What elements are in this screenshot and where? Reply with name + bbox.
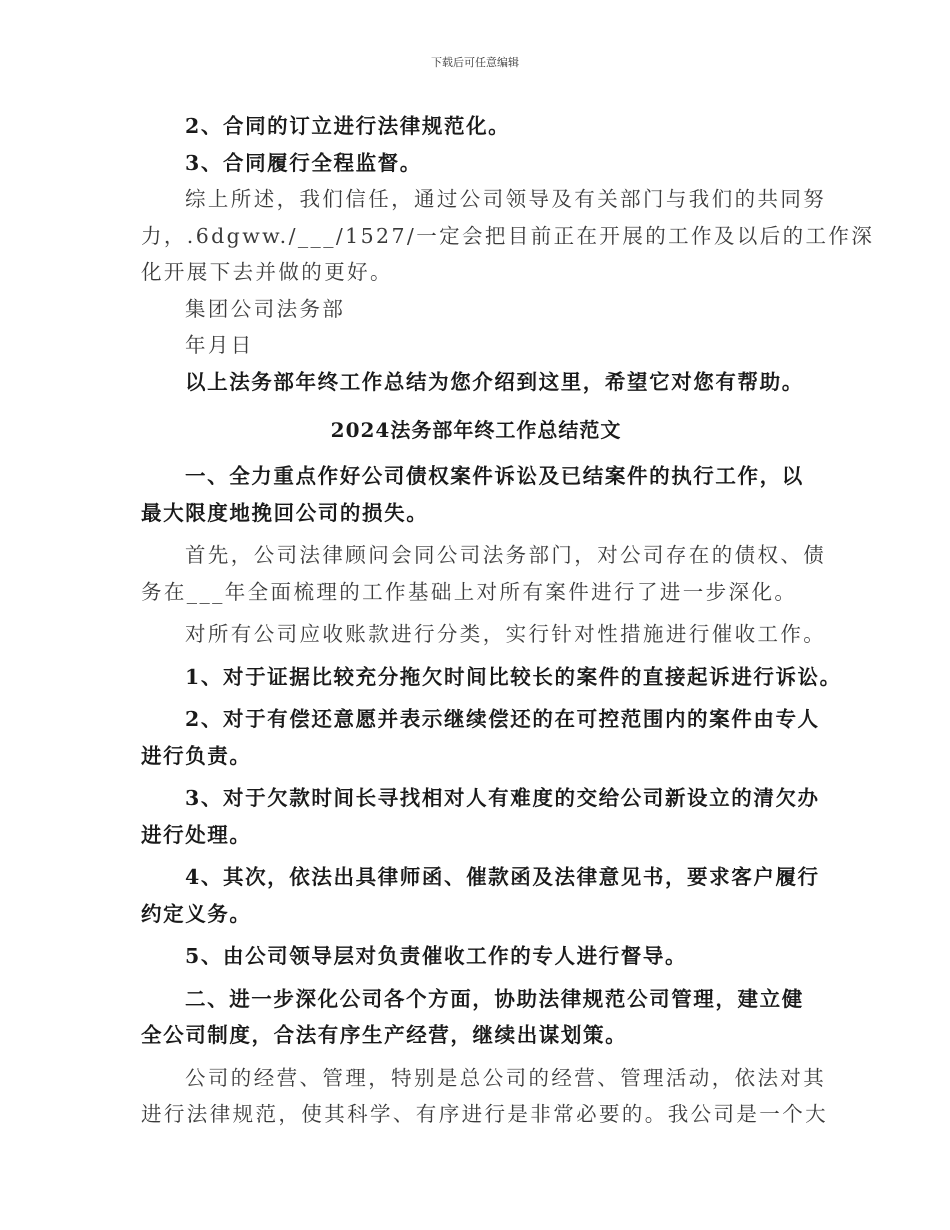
list-item-2-line-1: 2、对于有偿还意愿并表示继续偿还的在可控范围内的案件由专人 [185,707,820,731]
signature-date: 年月日 [185,333,254,357]
document-body [141,108,875,1133]
item-contract-signing: 2、合同的订立进行法律规范化。 [185,114,511,138]
heading-1-line-1: 一、全力重点作好公司债权案件诉讼及已结案件的执行工作，以 [185,464,804,488]
list-item-3-line-2: 进行处理。 [141,822,252,847]
list-item-1: 1、对于证据比较充分拖欠时间比较长的案件的直接起诉进行诉讼。 [185,664,842,689]
paragraph-1-line-1: 首先，公司法律顾问会同公司法务部门，对公司存在的债权、债 [185,543,827,567]
heading-2-line-1: 二、进一步深化公司各个方面，协助法律规范公司管理，建立健 [185,986,804,1011]
paragraph-3-line-1: 公司的经营、管理，特别是总公司的经营、管理活动，依法对其 [185,1065,827,1090]
summary-line-2: 力，.6dgww./___/1527/一定会把目前正在开展的工作及以后的工作深 [141,223,875,248]
heading-2-line-2: 全公司制度，合法有序生产经营，继续出谋划策。 [141,1023,628,1047]
list-item-2-line-2: 进行负责。 [141,743,252,768]
list-item-4-line-1: 4、其次，依法出具律师函、催款函及法律意见书，要求客户履行 [185,865,820,889]
list-item-5: 5、由公司领导层对负责催收工作的专人进行督导。 [185,944,688,968]
section-title: 2024法务部年终工作总结范文 [330,418,622,442]
page-header: 下载后可任意编辑 [431,56,519,69]
heading-1-line-2: 最大限度地挽回公司的损失。 [141,500,429,525]
list-item-4-line-2: 约定义务。 [141,901,252,926]
paragraph-3-line-2: 进行法律规范，使其科学、有序进行是非常必要的。我公司是一个大 [141,1102,828,1126]
list-item-3-line-1: 3、对于欠款时间长寻找相对人有难度的交给公司新设立的清欠办 [185,786,820,810]
closing-remark: 以上法务部年终工作总结为您介绍到这里，希望它对您有帮助。 [185,369,804,394]
paragraph-1-line-2: 务在___年全面梳理的工作基础上对所有案件进行了进一步深化。 [141,579,798,604]
item-contract-supervision: 3、合同履行全程监督。 [185,150,422,175]
summary-line-3: 化开展下去并做的更好。 [141,260,393,284]
signature-department: 集团公司法务部 [185,296,346,321]
paragraph-2: 对所有公司应收账款进行分类，实行针对性措施进行催收工作。 [185,622,827,646]
summary-line-1: 综上所述，我们信任，通过公司领导及有关部门与我们的共同努 [185,187,827,211]
